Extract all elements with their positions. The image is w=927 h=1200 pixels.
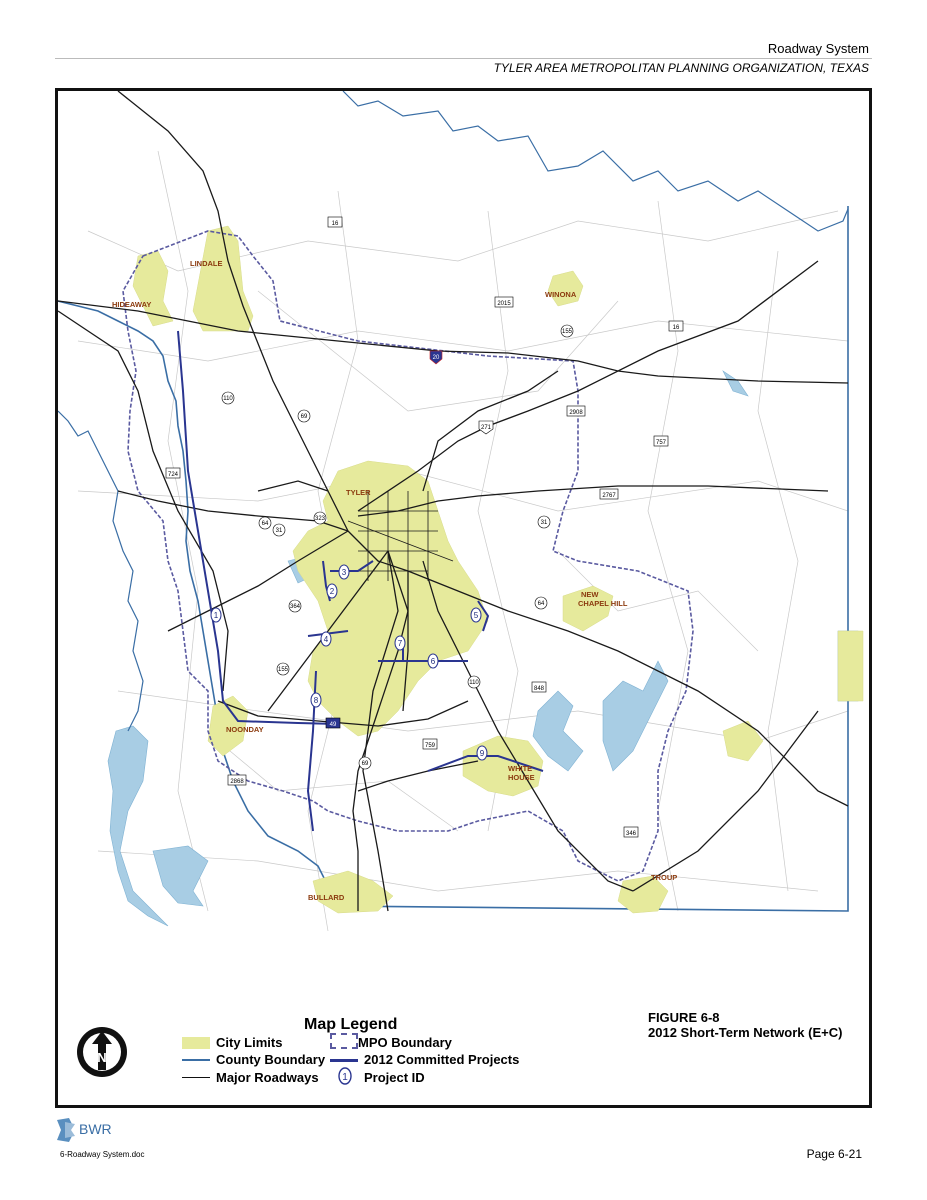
label-winona: WINONA (545, 290, 577, 299)
svg-text:64: 64 (261, 521, 269, 527)
label-tyler: TYLER (346, 488, 371, 497)
svg-text:31: 31 (540, 520, 548, 526)
svg-text:724: 724 (167, 472, 179, 478)
project-marker-9 (477, 746, 487, 760)
svg-text:4: 4 (323, 635, 329, 644)
major-roadways (58, 91, 848, 911)
svg-text:31: 31 (275, 528, 283, 534)
svg-text:2908: 2908 (569, 410, 583, 416)
shield-346 (624, 827, 638, 837)
legend-city-limits-swatch (182, 1037, 210, 1049)
shield-2015 (495, 297, 513, 307)
svg-text:69: 69 (361, 761, 369, 767)
project-marker-5 (471, 608, 481, 622)
label-lindale: LINDALE (190, 259, 223, 268)
svg-text:69: 69 (300, 414, 308, 420)
svg-text:7: 7 (397, 639, 403, 648)
shield-31-west (273, 524, 285, 536)
svg-text:2868: 2868 (230, 779, 244, 785)
shield-757 (654, 436, 668, 446)
svg-text:2: 2 (329, 587, 335, 596)
label-chapel-hill: CHAPEL HILL (578, 599, 628, 608)
legend-title: Map Legend (304, 1016, 398, 1033)
svg-text:759: 759 (424, 743, 436, 749)
svg-text:110: 110 (469, 680, 479, 686)
shield-49 (326, 718, 340, 728)
city-lindale (193, 226, 253, 331)
header-organization: TYLER AREA METROPOLITAN PLANNING ORGANIZATION, TEXAS (493, 61, 869, 75)
shield-31-east (538, 516, 550, 528)
shield-155-north (561, 325, 573, 337)
north-arrow-icon (72, 1022, 132, 1082)
shield-16-east (669, 321, 683, 331)
bwr-logo (55, 1116, 145, 1144)
svg-text:5: 5 (473, 611, 479, 620)
svg-text:271: 271 (480, 425, 492, 431)
svg-text:1: 1 (342, 1072, 348, 1083)
legend-project-id-icon (337, 1066, 353, 1086)
label-noonday: NOONDAY (226, 725, 264, 734)
shield-69-north (298, 410, 310, 422)
svg-text:3: 3 (341, 568, 347, 577)
svg-text:110: 110 (223, 396, 233, 402)
svg-text:155: 155 (561, 329, 573, 335)
shield-323 (314, 512, 326, 524)
figure-caption (648, 1010, 842, 1040)
header-rule (55, 58, 872, 59)
svg-text:2767: 2767 (602, 493, 616, 499)
shield-64-east (535, 597, 547, 609)
svg-text:364: 364 (289, 604, 301, 610)
svg-text:8: 8 (313, 696, 319, 705)
project-marker-6 (428, 654, 438, 668)
svg-text:49: 49 (329, 722, 337, 728)
city-far-east (838, 631, 863, 701)
legend-mpo-swatch (330, 1033, 358, 1049)
legend-project-id-label: Project ID (364, 1070, 425, 1085)
project-marker-1 (211, 608, 221, 622)
legend-county-label: County Boundary (216, 1052, 326, 1067)
legend-roadways-swatch (182, 1077, 210, 1078)
shield-155-south (277, 663, 289, 675)
legend-projects-swatch (330, 1059, 358, 1062)
city-east (723, 721, 763, 761)
city-bullard (313, 871, 393, 913)
svg-text:757: 757 (655, 440, 667, 446)
shield-110-south (468, 676, 480, 688)
svg-text:20: 20 (432, 355, 440, 361)
legend-panel (55, 988, 872, 1108)
legend-county-swatch (182, 1059, 210, 1061)
city-tyler (293, 461, 488, 736)
svg-text:323: 323 (314, 516, 326, 522)
svg-text:9: 9 (479, 749, 485, 758)
svg-text:848: 848 (533, 686, 545, 692)
shield-64-west (259, 517, 271, 529)
project-marker-4 (321, 632, 331, 646)
label-troup: TROUP (651, 873, 678, 882)
shield-2908 (567, 406, 585, 416)
label-bullard: BULLARD (308, 893, 345, 902)
figure-number: FIGURE 6-8 (648, 1010, 720, 1025)
label-new: NEW (581, 590, 599, 599)
project-marker-8 (311, 693, 321, 707)
header-section-title: Roadway System (767, 41, 869, 56)
bwr-logo-text: BWR (79, 1121, 112, 1137)
label-white: WHITE (508, 764, 533, 773)
footer-filename: 6-Roadway System.doc (60, 1150, 145, 1159)
map-frame (55, 88, 872, 991)
project-marker-2 (327, 584, 337, 598)
shield-2868 (228, 775, 246, 785)
north-letter: N (97, 1050, 107, 1065)
svg-text:1: 1 (213, 611, 219, 620)
svg-text:155: 155 (277, 667, 289, 673)
shield-848 (532, 682, 546, 692)
shield-110-north (222, 392, 234, 404)
shield-16-north (328, 217, 342, 227)
shield-2767 (600, 489, 618, 499)
label-house: HOUSE (508, 773, 535, 782)
water-bodies (108, 371, 858, 926)
project-marker-7 (395, 636, 405, 650)
svg-text:16: 16 (672, 325, 680, 331)
svg-text:6: 6 (430, 657, 436, 666)
shield-i20 (430, 351, 442, 364)
label-hideaway: HIDEAWAY (112, 300, 152, 309)
map-canvas (58, 91, 869, 988)
city-winona (548, 271, 583, 306)
project-marker-3 (339, 565, 349, 579)
shield-724 (166, 468, 180, 478)
shield-759 (423, 739, 437, 749)
city-limits-areas (133, 226, 863, 913)
svg-text:64: 64 (537, 601, 545, 607)
svg-text:16: 16 (331, 221, 339, 227)
legend-city-limits-label: City Limits (216, 1035, 283, 1050)
local-roads (78, 151, 848, 931)
figure-title: 2012 Short-Term Network (E+C) (648, 1025, 843, 1040)
legend-mpo-label: MPO Boundary (358, 1035, 452, 1050)
svg-text:2015: 2015 (497, 301, 511, 307)
shield-364 (289, 600, 301, 612)
legend-roadways-label: Major Roadways (216, 1070, 319, 1085)
svg-text:346: 346 (625, 831, 637, 837)
footer-page-number: Page 6-21 (806, 1147, 862, 1161)
shield-69-south (359, 757, 371, 769)
shield-271 (479, 421, 493, 434)
legend-projects-label: 2012 Committed Projects (364, 1052, 520, 1067)
